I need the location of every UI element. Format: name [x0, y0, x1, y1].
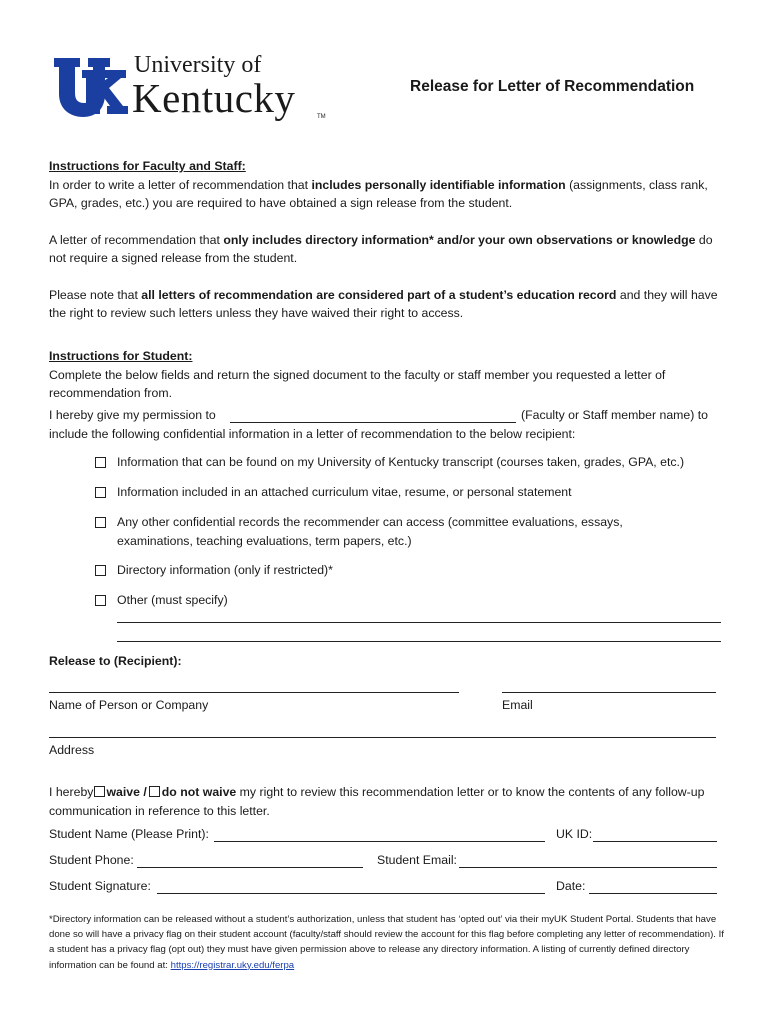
student-name-field[interactable] [214, 841, 545, 842]
student-signature-field[interactable] [157, 893, 545, 894]
other-specify-line-1[interactable] [117, 622, 721, 623]
faculty-paragraph-3: Please note that all letters of recommendation are considered part of a student’s education record and they will have the right to review such letters unless they have waived their right to access. [49, 287, 718, 320]
checkbox[interactable] [95, 457, 106, 468]
faculty-paragraph-1: In order to write a letter of recommendation that includes personally identifiable information (assignments, class rank, GPA, grades, etc.) you are required to have obtained a sign release from the student. [49, 177, 708, 210]
release-heading: Release to (Recipient): [49, 654, 182, 668]
date-field[interactable] [589, 893, 717, 894]
ferpa-link[interactable]: https://registrar.uky.edu/ferpa [170, 959, 295, 971]
logo-trademark: TM [317, 114, 326, 120]
student-email-field[interactable] [459, 867, 717, 868]
date-label: Date: [556, 879, 586, 893]
faculty-instructions [49, 157, 721, 323]
student-email-label: Student Email: [377, 853, 457, 867]
permission-label: I hereby give my permission to [49, 408, 216, 422]
student-heading: Instructions for Student: [49, 349, 193, 363]
student-name-label: Student Name (Please Print): [49, 827, 209, 841]
waiver-statement: I hereby waive / do not waive my right to review this recommendation letter or to know the contents of any follow-up communication in reference to this letter. [49, 785, 705, 818]
checkbox[interactable] [95, 595, 106, 606]
uk-logo [52, 52, 332, 127]
document-title: Release for Letter of Recommendation [410, 78, 695, 95]
student-intro: Complete the below fields and return the signed document to the faculty or staff member you requested a letter of recommendation from. [49, 367, 666, 400]
recipient-address-field[interactable] [49, 737, 716, 738]
logo-text-kentucky: Kentucky [132, 75, 296, 121]
faculty-heading: Instructions for Faculty and Staff: [49, 159, 246, 173]
recipient-email-field[interactable] [502, 692, 716, 693]
uk-monogram-icon [52, 56, 128, 120]
other-specify-line-2[interactable] [117, 641, 721, 642]
checkbox[interactable] [95, 487, 106, 498]
student-phone-label: Student Phone: [49, 853, 134, 867]
recipient-name-field[interactable] [49, 692, 459, 693]
student-phone-field[interactable] [137, 867, 363, 868]
logo-text-university: University of [134, 52, 262, 78]
checkbox[interactable] [95, 565, 106, 576]
permission-continuation: include the following confidential information in a letter of recommendation to the below recipient: [49, 427, 576, 441]
faculty-paragraph-2: A letter of recommendation that only includes directory information* and/or your own observations or knowledge do not require a signed release from the student. [49, 232, 713, 265]
uk-id-field[interactable] [593, 841, 717, 842]
waive-checkbox[interactable] [94, 786, 105, 797]
directory-footnote: *Directory information can be released without a student’s authorization, unless that student has ‘opted out’ via their myUK Student Portal. Students that have done so will have a privacy flag on their student account (faculty/staff should review the account for this flag before completing any letter of recommendation). If a student has a privacy flag (opt out) they must have given permission above to release any directory information. A listing of currently defined directory information can be found at: https://registrar.uky.edu/ferpa [49, 914, 724, 971]
recommender-name-field[interactable] [230, 422, 516, 423]
checkbox[interactable] [95, 517, 106, 528]
permission-suffix: (Faculty or Staff member name) to [521, 408, 709, 422]
recipient-address-label: Address [49, 743, 95, 757]
recipient-email-label: Email [502, 698, 533, 712]
do-not-waive-checkbox[interactable] [149, 786, 160, 797]
recipient-name-label: Name of Person or Company [49, 698, 209, 712]
student-signature-label: Student Signature: [49, 879, 151, 893]
student-instructions [49, 347, 721, 403]
uk-id-label: UK ID: [556, 827, 593, 841]
